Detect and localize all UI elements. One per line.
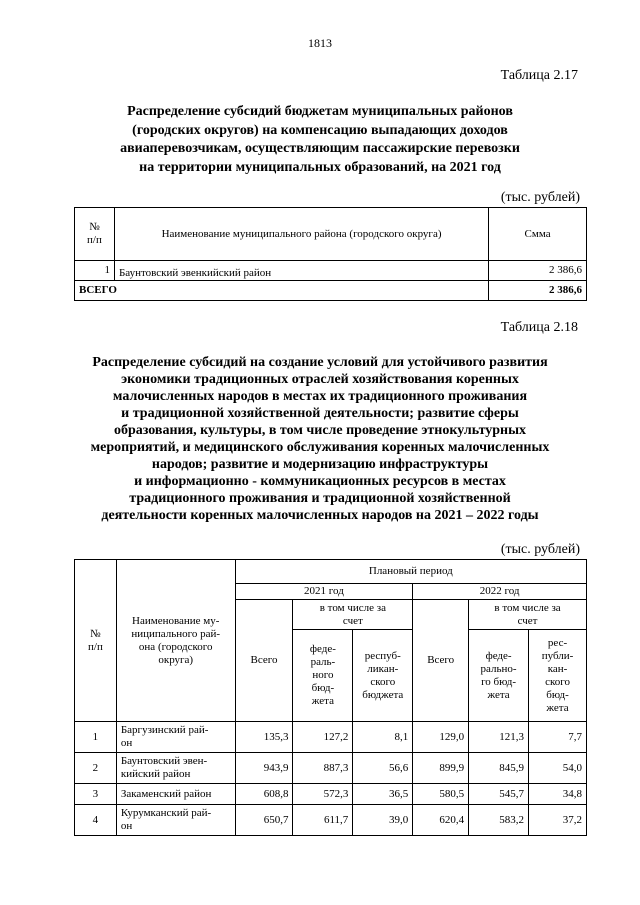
row-name: Курумканский рай- он (116, 805, 235, 836)
table-row (75, 261, 587, 281)
col-header-incl-2022: в том числе за счет (469, 600, 587, 630)
cell-federal-2021: 572,3 (293, 784, 353, 805)
col-header-period: Плановый период (235, 560, 586, 584)
row-num: 1 (75, 261, 115, 281)
cell-republic-2021: 56,6 (353, 753, 413, 784)
total-row (75, 281, 587, 301)
cell-total-2022: 129,0 (413, 722, 469, 753)
row-sum: 2 386,6 (489, 261, 587, 281)
subsidy-table-2-18 (74, 559, 587, 836)
col-header-incl-2021: в том числе за счет (293, 600, 413, 630)
subsidy-table-2-17 (74, 207, 587, 301)
table-row (75, 753, 587, 784)
cell-federal-2022: 845,9 (469, 753, 529, 784)
cell-federal-2021: 887,3 (293, 753, 353, 784)
cell-federal-2022: 121,3 (469, 722, 529, 753)
cell-federal-2022: 583,2 (469, 805, 529, 836)
table-caption: Таблица 2.17 (500, 68, 578, 83)
col-header-num: № п/п (75, 208, 115, 261)
row-num: 2 (75, 753, 117, 784)
col-header-year-2022: 2022 год (413, 584, 587, 600)
cell-federal-2021: 127,2 (293, 722, 353, 753)
table-title: Распределение субсидий на создание условий для устойчивого развития экономики традиционных отраслей хозяйствования коренных малочисленных народов в местах их традиционного проживания и традиционной хозяйственной деятельности; развитие сферы образования, культуры, в том числе проведение этнокультурных мероприятий, и медицинского обслуживания коренных малочисленных народов; развитие и модернизацию инфраструктуры и информационно - коммуникационных ресурсов в местах традиционного проживания и традиционной хозяйственной деятельности коренных малочисленных народов на 2021 – 2022 годы (90, 355, 550, 523)
cell-republic-2022: 7,7 (529, 722, 587, 753)
cell-total-2021: 608,8 (235, 784, 293, 805)
col-header-name: Наименование му- ниципального рай- она (городского округа) (116, 560, 235, 722)
table-row (75, 784, 587, 805)
units-label: (тыс. рублей) (500, 542, 580, 557)
row-name: Баунтовский эвенкийский район (114, 261, 488, 281)
col-header-federal-2022: феде- рально- го бюд- жета (469, 630, 529, 722)
cell-federal-2021: 611,7 (293, 805, 353, 836)
table-row (75, 722, 587, 753)
page-number: 1813 (308, 36, 332, 50)
cell-total-2021: 135,3 (235, 722, 293, 753)
col-header-republic-2022: рес- публи- кан- ского бюд- жета (529, 630, 587, 722)
table-caption: Таблица 2.18 (500, 320, 578, 335)
cell-total-2022: 580,5 (413, 784, 469, 805)
cell-republic-2022: 37,2 (529, 805, 587, 836)
row-num: 1 (75, 722, 117, 753)
cell-total-2021: 943,9 (235, 753, 293, 784)
cell-total-2022: 899,9 (413, 753, 469, 784)
col-header-republic-2021: респуб- ликан- ского бюджета (353, 630, 413, 722)
cell-republic-2022: 54,0 (529, 753, 587, 784)
header-row (75, 208, 587, 261)
total-sum: 2 386,6 (489, 281, 587, 301)
col-header-total-2021: Всего (235, 600, 293, 722)
table-row (75, 805, 587, 836)
row-num: 4 (75, 805, 117, 836)
col-header-name: Наименование муниципального района (городского округа) (114, 208, 488, 261)
col-header-sum: Смма (489, 208, 587, 261)
col-header-federal-2021: феде- раль- ного бюд- жета (293, 630, 353, 722)
cell-federal-2022: 545,7 (469, 784, 529, 805)
col-header-year-2021: 2021 год (235, 584, 413, 600)
cell-republic-2022: 34,8 (529, 784, 587, 805)
col-header-total-2022: Всего (413, 600, 469, 722)
row-name: Баргузинский рай- он (116, 722, 235, 753)
total-label: ВСЕГО (75, 281, 489, 301)
row-name: Баунтовский эвен- кийский район (116, 753, 235, 784)
units-label: (тыс. рублей) (500, 190, 580, 205)
row-name: Закаменский район (116, 784, 235, 805)
row-num: 3 (75, 784, 117, 805)
cell-republic-2021: 36,5 (353, 784, 413, 805)
cell-republic-2021: 8,1 (353, 722, 413, 753)
cell-republic-2021: 39,0 (353, 805, 413, 836)
table-title: Распределение субсидий бюджетам муниципальных районов (городских округов) на компенсацию выпадающих доходов авиаперевозчикам, осуществляющим пассажирские перевозки на территории муниципальных образований, на 2021 год (120, 104, 520, 175)
header-row (75, 560, 587, 584)
cell-total-2021: 650,7 (235, 805, 293, 836)
col-header-num: № п/п (75, 560, 117, 722)
cell-total-2022: 620,4 (413, 805, 469, 836)
